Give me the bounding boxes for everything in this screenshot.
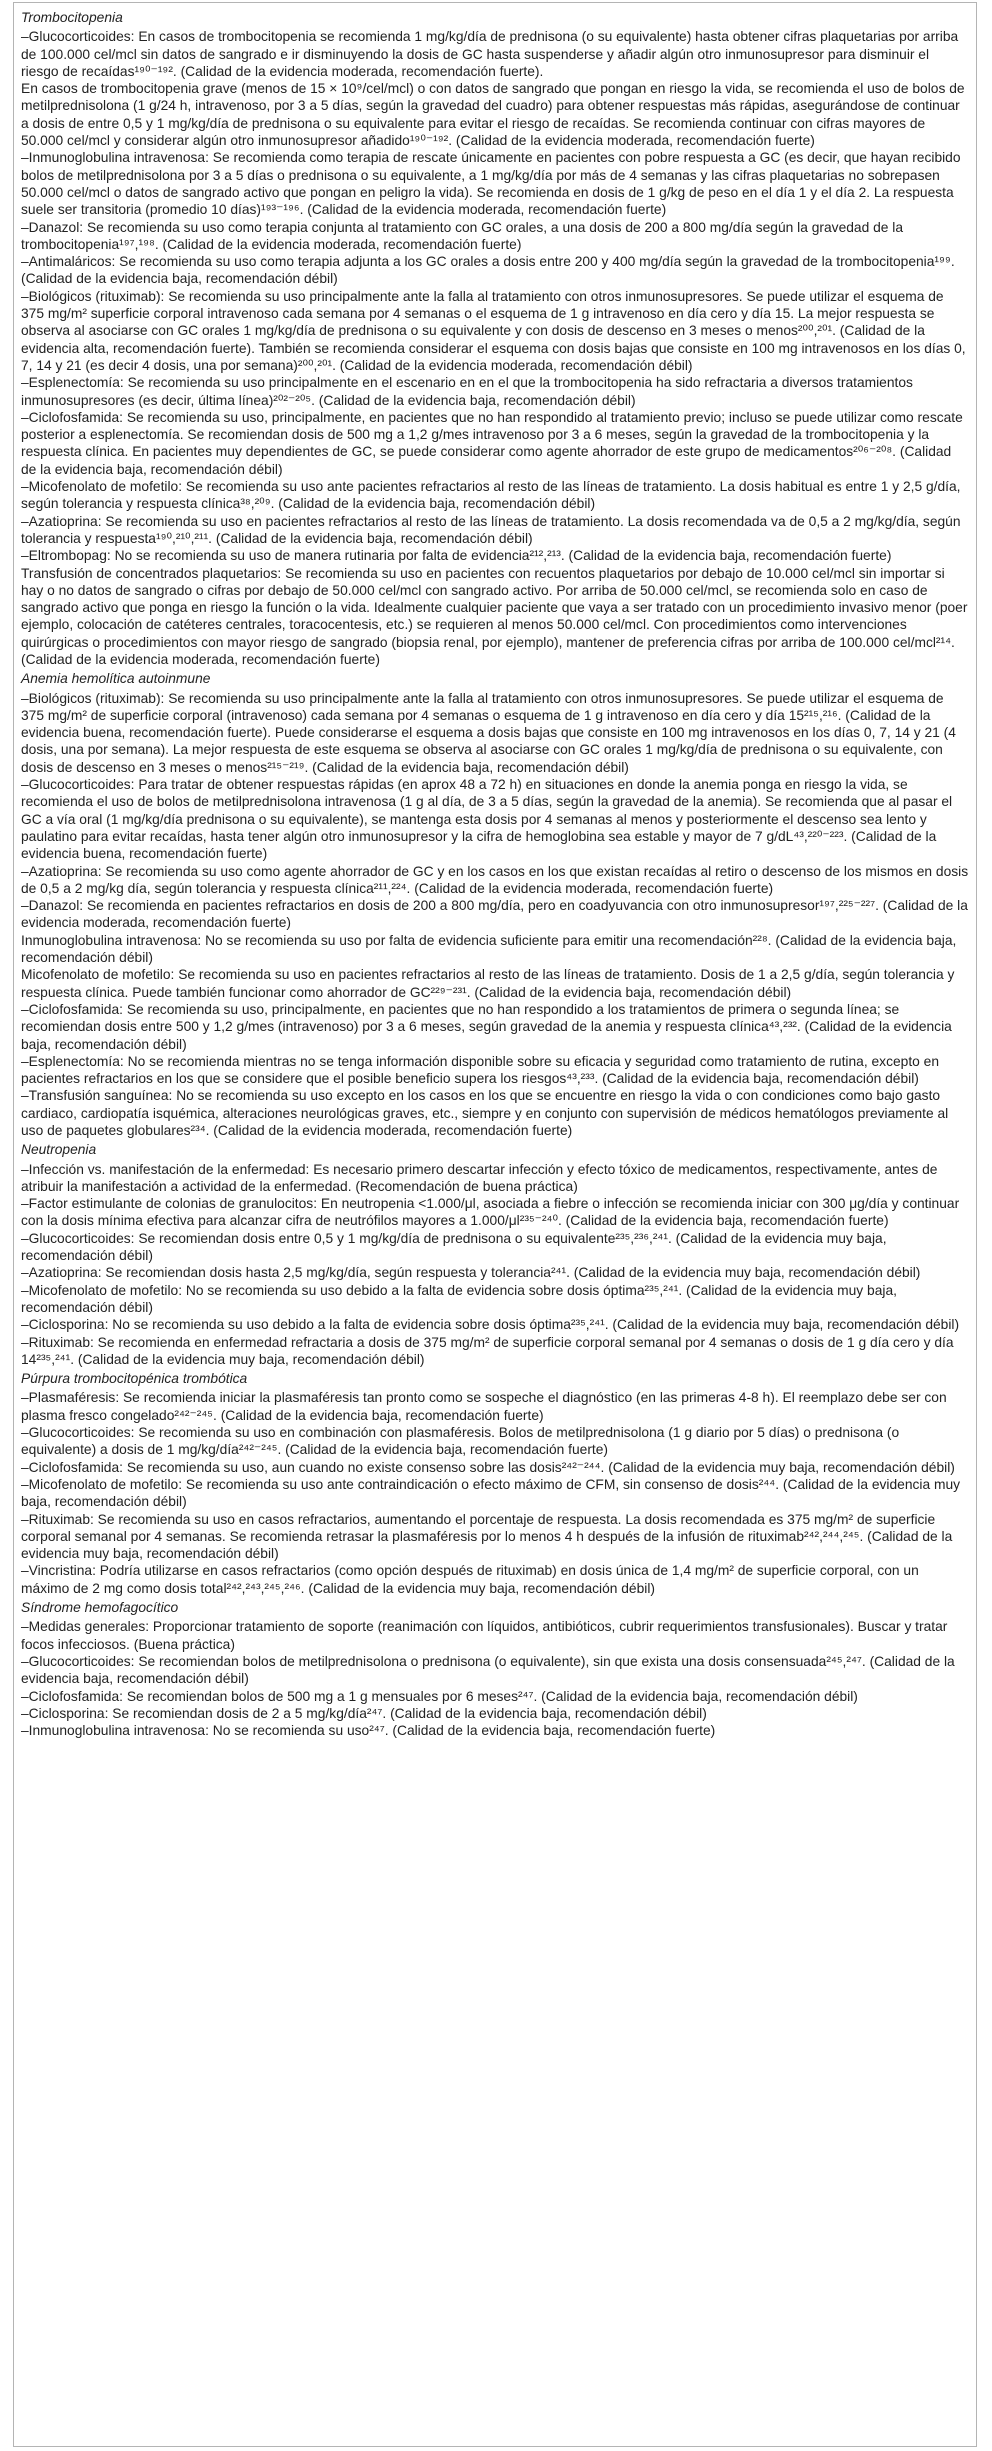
section-heading: Púrpura trombocitopénica trombótica xyxy=(21,1371,248,1387)
recommendation-paragraph: –Micofenolato de mofetilo: No se recomienda su uso debido a la falta de evidencia sobre dosis óptima²³⁵,²⁴¹. (Calidad de la evidencia muy baja, recomendación débil) xyxy=(21,1282,897,1315)
recommendation-paragraph: –Biológicos (rituximab): Se recomienda su uso principalmente ante la falla al tratamiento con otros inmunosupresores. Se puede utilizar el esquema de 375 mg/m² de superficie corporal (intravenoso) cada semana por 4 semanas o esquema de 1 g intravenoso en día cero y día 15²¹⁵,²¹⁶. (Calidad de la evidencia buena, recomendación fuerte). Puede considerarse el esquema a dosis bajas que consiste en 100 mg intravenosos en los días 0, 7, 14 y 21 (4 dosis, una por semana). La mejor respuesta de este esquema se observa al asociarse con GC orales 1 mg/kg/día de prednisona o su equivalente, con dosis de descenso en 3 meses o menos²¹⁵⁻²¹⁹. (Calidad de la evidencia baja, recomendación débil) xyxy=(21,690,956,775)
recommendation-paragraph: –Azatioprina: Se recomiendan dosis hasta 2,5 mg/kg/día, según respuesta y tolerancia²⁴¹. (Calidad de la evidencia muy baja, recomendación débil) xyxy=(21,1265,921,1281)
recommendation-paragraph: –Infección vs. manifestación de la enfermedad: Es necesario primero descartar infección y efecto tóxico de medicamentos, respectivamente, antes de atribuir la manifestación a actividad de la enfermedad. (Recomendación de buena práctica) xyxy=(21,1161,938,1194)
recommendation-paragraph: –Inmunoglobulina intravenosa: No se recomienda su uso²⁴⁷. (Calidad de la evidencia baja, recomendación fuerte) xyxy=(21,1723,716,1739)
recommendation-paragraph: –Glucocorticoides: En casos de trombocitopenia se recomienda 1 mg/kg/día de prednisona (o su equivalente) hasta obtener cifras plaquetarias por arriba de 100.000 cel/mcl sin datos de sangrado e ir disminuyendo la dosis de GC hasta suspenderse y añadir algún otro inmunosupresor para disminuir el riesgo de recaídas¹⁹⁰⁻¹⁹². (Calidad de la evidencia moderada, recomendación fuerte). xyxy=(21,29,959,79)
recommendation-paragraph: Transfusión de concentrados plaquetarios: Se recomienda su uso en pacientes con recuentos plaquetarios por debajo de 10.000 cel/mcl sin importar si hay o no datos de sangrado o cifras por debajo de 50.000 cel/mcl con sangrado activo. Por arriba de 50.000 cel/mcl, se recomienda solo en caso de sangrado activo que ponga en riesgo la función o la vida. Idealmente cualquier paciente que vaya a ser tratado con un procedimiento invasivo menor (poer ejemplo, colocación de catéteres centrales, toracocentesis, etc.) se requieren al menos 50.000 cel/mcl. Con procedimientos como intervenciones quirúrgicas o procedimientos con mayor riesgo de sangrado (biopsia renal, por ejemplo), mantener de preferencia cifras por arriba de 100.000 cel/mcl²¹⁴. (Calidad de la evidencia moderada, recomendación fuerte) xyxy=(21,565,968,667)
recommendation-paragraph: –Ciclosporina: No se recomienda su uso debido a la falta de evidencia sobre dosis óptima²³⁵,²⁴¹. (Calidad de la evidencia muy baja, recomendación débil) xyxy=(21,1317,960,1333)
recommendation-paragraph: –Transfusión sanguínea: No se recomienda su uso excepto en los casos en los que se encuentre en riesgo la vida o con condiciones como bajo gasto cardiaco, cardiopatía isquémica, alteraciones neurológicas graves, etc., siempre y en conjunto con supervisión de médicos hematólogos previamente al uso de paquetes globulares²³⁴. (Calidad de la evidencia moderada, recomendación fuerte) xyxy=(21,1088,949,1138)
recommendation-paragraph: –Micofenolato de mofetilo: Se recomienda su uso ante contraindicación o efecto máximo de CFM, sin consenso de dosis²⁴⁴. (Calidad de la evidencia muy baja, recomendación débil) xyxy=(21,1476,961,1510)
recommendation-paragraph: –Glucocorticoides: Se recomiendan dosis entre 0,5 y 1 mg/kg/día de prednisona o su equivalente²³⁵,²³⁶,²⁴¹. (Calidad de la evidencia muy baja, recomendación débil) xyxy=(21,1230,887,1264)
recommendation-paragraph: –Micofenolato de mofetilo: Se recomienda su uso ante pacientes refractarios al resto de las líneas de tratamiento. La dosis habitual es entre 1 y 2,5 g/día, según tolerancia y respuesta clínica³⁸,²⁰⁹. (Calidad de la evidencia baja, recomendación débil) xyxy=(21,479,961,512)
recommendation-paragraph: –Ciclofosfamida: Se recomienda su uso, principalmente, en pacientes que no han respondido al tratamiento previo; incluso se puede utilizar como rescate posterior a esplenectomía. Se recomiendan dosis de 500 mg a 1,2 g/mes intravenoso por 3 a 6 meses, según la gravedad de la trombocitopenia y la respuesta clínica. En pacientes muy dependientes de GC, se puede considerar como agente ahorrador de este grupo de medicamentos²⁰⁶⁻²⁰⁸. (Calidad de la evidencia baja, recomendación débil) xyxy=(21,409,963,477)
recommendation-paragraph: –Danazol: Se recomienda en pacientes refractarios en dosis de 200 a 800 mg/día, pero en coadyuvancia con otro inmunosupresor¹⁹⁷,²²⁵⁻²²⁷. (Calidad de la evidencia moderada, recomendación fuerte) xyxy=(21,898,968,931)
section-heading: Anemia hemolítica autoinmune xyxy=(21,671,211,687)
recommendation-paragraph: –Rituximab: Se recomienda en enfermedad refractaria a dosis de 375 mg/m² de superficie corporal semanal por 4 semanas o dosis de 1 g día cero y día 14²³⁵,²⁴¹. (Calidad de la evidencia muy baja, recomendación débil) xyxy=(21,1334,954,1367)
recommendation-paragraph: –Ciclofosfamida: Se recomienda su uso, principalmente, en pacientes que no han respondido a los tratamientos de primera o segunda línea; se recomiendan dosis entre 500 y 1,2 g/mes (intravenoso) por 3 a 6 meses, según gravedad de la anemia y respuesta clínica⁴³,²³². (Calidad de la evidencia baja, recomendación débil) xyxy=(21,1001,952,1052)
recommendation-paragraph: Micofenolato de mofetilo: Se recomienda su uso en pacientes refractarios al resto de las líneas de tratamiento. Dosis de 1 a 2,5 g/día, según tolerancia y respuesta clínica. Puede también funcionar como ahorrador de GC²²⁹⁻²³¹. (Calidad de la evidencia baja, recomendación débil) xyxy=(21,967,955,1000)
recommendation-paragraph: –Inmunoglobulina intravenosa: Se recomienda como terapia de rescate únicamente en pacientes con pobre respuesta a GC (es decir, que hayan recibido bolos de metilprednisolona por 3 a 5 días o prednisona o su equivalente, a 1 mg/kg/día por más de 4 semanas y las cifras plaquetarias no sobrepasen 50.000 cel/mcl o datos de sangrado activo que pongan en peligro la vida). Se recomienda en dosis de 1 g/kg de peso en el día 1 y el día 2. La respuesta suele ser transitoria (promedio 10 días)¹⁹³⁻¹⁹⁶. (Calidad de la evidencia moderada, recomendación fuerte) xyxy=(21,150,961,218)
recommendations-table xyxy=(13,2,977,2447)
recommendation-paragraph: Inmunoglobulina intravenosa: No se recomienda su uso por falta de evidencia suficiente para emitir una recomendación²²⁸. (Calidad de la evidencia baja, recomendación débil) xyxy=(21,932,957,966)
recommendation-paragraph: –Vincristina: Podría utilizarse en casos refractarios (como opción después de rituximab) en dosis única de 1,4 mg/m² de superficie corporal, con un máximo de 2 mg como dosis total²⁴²,²⁴³,²⁴⁵,²⁴⁶. (Calidad de la evidencia muy baja, recomendación débil) xyxy=(21,1563,919,1596)
section-heading: Trombocitopenia xyxy=(21,10,123,25)
recommendation-paragraph: –Plasmaféresis: Se recomienda iniciar la plasmaféresis tan pronto como se sospeche el diagnóstico (en las primeras 4-8 h). El reemplazo debe ser con plasma fresco congelado²⁴²⁻²⁴⁵. (Calidad de la evidencia baja, recomendación fuerte) xyxy=(21,1390,947,1423)
recommendation-paragraph: En casos de trombocitopenia grave (menos de 15 × 10⁹/cel/mcl) o con datos de sangrado que pongan en riesgo la vida, se recomienda el uso de bolos de metilprednisolona (1 g/24 h, intravenoso, por 3 a 5 días, según la gravedad del cuadro) para obtener respuestas más rápidas, asegurándose de continuar a dosis de entre 0,5 y 1 mg/kg/día de prednisona o su equivalente para evitar el riesgo de recaídas. Se recomienda continuar con cifras mayores de 50.000 cel/mcl y considerar algún otro inmunosupresor añadido¹⁹⁰⁻¹⁹². (Calidad de la evidencia moderada, recomendación fuerte) xyxy=(21,81,965,149)
recommendation-paragraph: –Glucocorticoides: Para tratar de obtener respuestas rápidas (en aprox 48 a 72 h) en situaciones en donde la anemia ponga en riesgo la vida, se recomienda el uso de bolos de metilprednisolona intravenosa (1 g al día, de 3 a 5 días, según la gravedad de la anemia). Se recomienda que al pasar el GC a vía oral (1 mg/kg/día prednisona o su equivalente), se mantenga esta dosis por 4 semanas al menos y posteriormente el descenso sea lento y paulatino para evitar recaídas, hasta tener algún otro inmunosupresor y la cifra de hemoglobina sea estable y mayor de 7 g/dL⁴³,²²⁰⁻²²³. (Calidad de la evidencia buena, recomendación fuerte) xyxy=(21,777,953,862)
recommendation-paragraph: –Esplenectomía: Se recomienda su uso principalmente en el escenario en en el que la trombocitopenia ha sido refractaria a diversos tratamientos inmunosupresores (es decir, última línea)²⁰²⁻²⁰⁵. (Calidad de la evidencia baja, recomendación débil) xyxy=(21,375,913,408)
recommendation-paragraph: –Azatioprina: Se recomienda su uso como agente ahorrador de GC y en los casos en los que existan recaídas al retiro o descenso de los mismos en dosis de 0,5 a 2 mg/kg día, según tolerancia y respuesta clínica²¹¹,²²⁴. (Calidad de la evidencia moderada, recomendación fuerte) xyxy=(21,863,969,896)
recommendation-paragraph: –Rituximab: Se recomienda su uso en casos refractarios, aumentando el porcentaje de respuesta. La dosis recomendada es 375 mg/m² de superficie corporal semanal por 4 semanas. Se recomienda retrasar la plasmaféresis por lo menos 4 h después de la infusión de rituximab²⁴²,²⁴⁴,²⁴⁵. (Calidad de la evidencia muy baja, recomendación débil) xyxy=(21,1511,953,1562)
recommendation-paragraph: –Danazol: Se recomienda su uso como terapia conjunta al tratamiento con GC orales, a una dosis de 200 a 800 mg/día según la gravedad de la trombocitopenia¹⁹⁷,¹⁹⁸. (Calidad de la evidencia moderada, recomendación fuerte) xyxy=(21,219,904,252)
recommendation-paragraph: –Factor estimulante de colonias de granulocitos: En neutropenia <1.000/μl, asociada a fiebre o infección se recomienda iniciar con 300 μg/día y continuar con la dosis mínima efectiva para alcanzar cifra de neutrófilos mayores a 1.000/μl²³⁵⁻²⁴⁰. (Calidad de la evidencia baja, recomendación fuerte) xyxy=(21,1196,960,1229)
recommendation-paragraph: –Antimaláricos: Se recomienda su uso como terapia adjunta a los GC orales a dosis entre 200 y 400 mg/día según la gravedad de la trombocitopenia¹⁹⁹. (Calidad de la evidencia baja, recomendación débil) xyxy=(21,254,955,287)
section-heading: Neutropenia xyxy=(21,1142,97,1158)
recommendation-paragraph: –Azatioprina: Se recomienda su uso en pacientes refractarios al resto de las líneas de tratamiento. La dosis recomendada va de 0,5 a 2 mg/kg/día, según tolerancia y respuesta¹⁹⁰,²¹⁰,²¹¹. (Calidad de la evidencia baja, recomendación débil) xyxy=(21,513,961,546)
recommendation-paragraph: –Glucocorticoides: Se recomienda su uso en combinación con plasmaféresis. Bolos de metilprednisolona (1 g diario por 5 días) o prednisona (o equivalente) a dosis de 1 mg/kg/día²⁴²⁻²⁴⁵. (Calidad de la evidencia baja, recomendación fuerte) xyxy=(21,1425,900,1458)
recommendation-paragraph: –Esplenectomía: No se recomienda mientras no se tenga información disponible sobre su eficacia y seguridad como tratamiento de rutina, excepto en pacientes refractarios en los que se considere que el posible beneficio supera los riesgos⁴³,²³³. (Calidad de la evidencia baja, recomendación débil) xyxy=(21,1053,940,1087)
recommendation-paragraph: –Ciclosporina: Se recomiendan dosis de 2 a 5 mg/kg/día²⁴⁷. (Calidad de la evidencia baja, recomendación débil) xyxy=(21,1705,707,1721)
recommendation-paragraph: –Eltrombopag: No se recomienda su uso de manera rutinaria por falta de evidencia²¹²,²¹³. (Calidad de la evidencia baja, recomendación fuerte) xyxy=(21,548,892,564)
recommendation-paragraph: –Ciclofosfamida: Se recomienda su uso, aun cuando no existe consenso sobre las dosis²⁴²⁻²⁴⁴. (Calidad de la evidencia muy baja, recomendación débil) xyxy=(21,1459,955,1475)
recommendation-paragraph: –Biológicos (rituximab): Se recomienda su uso principalmente ante la falla al tratamiento con otros inmunosupresores. Se puede utilizar el esquema de 375 mg/m² superficie corporal intravenoso cada semana por 4 semanas o el esquema de 1 g intravenoso en día cero y día 15. La mejor respuesta se observa al asociarse con GC orales 1 mg/kg/día de prednisona o su equivalente y con dosis de descenso en 3 meses o menos²⁰⁰,²⁰¹. (Calidad de la evidencia alta, recomendación fuerte). También se recomienda considerar el esquema con dosis bajas que consiste en 100 mg intravenosos en los días 0, 7, 14 y 21 (es decir 4 dosis, una por semana)²⁰⁰,²⁰¹. (Calidad de la evidencia moderada, recomendación débil) xyxy=(21,288,966,373)
recommendation-paragraph: –Medidas generales: Proporcionar tratamiento de soporte (reanimación con líquidos, antibióticos, cubrir requerimientos transfusionales). Buscar y tratar focos infecciosos. (Buena práctica) xyxy=(21,1619,948,1652)
section-heading: Síndrome hemofagocítico xyxy=(21,1600,179,1616)
recommendation-paragraph: –Ciclofosfamida: Se recomiendan bolos de 500 mg a 1 g mensuales por 6 meses²⁴⁷. (Calidad de la evidencia baja, recomendación débil) xyxy=(21,1688,858,1704)
recommendation-paragraph: –Glucocorticoides: Se recomiendan bolos de metilprednisolona o prednisona (o equivalente), sin que exista una dosis consensuada²⁴⁵,²⁴⁷. (Calidad de la evidencia baja, recomendación débil) xyxy=(21,1653,955,1687)
